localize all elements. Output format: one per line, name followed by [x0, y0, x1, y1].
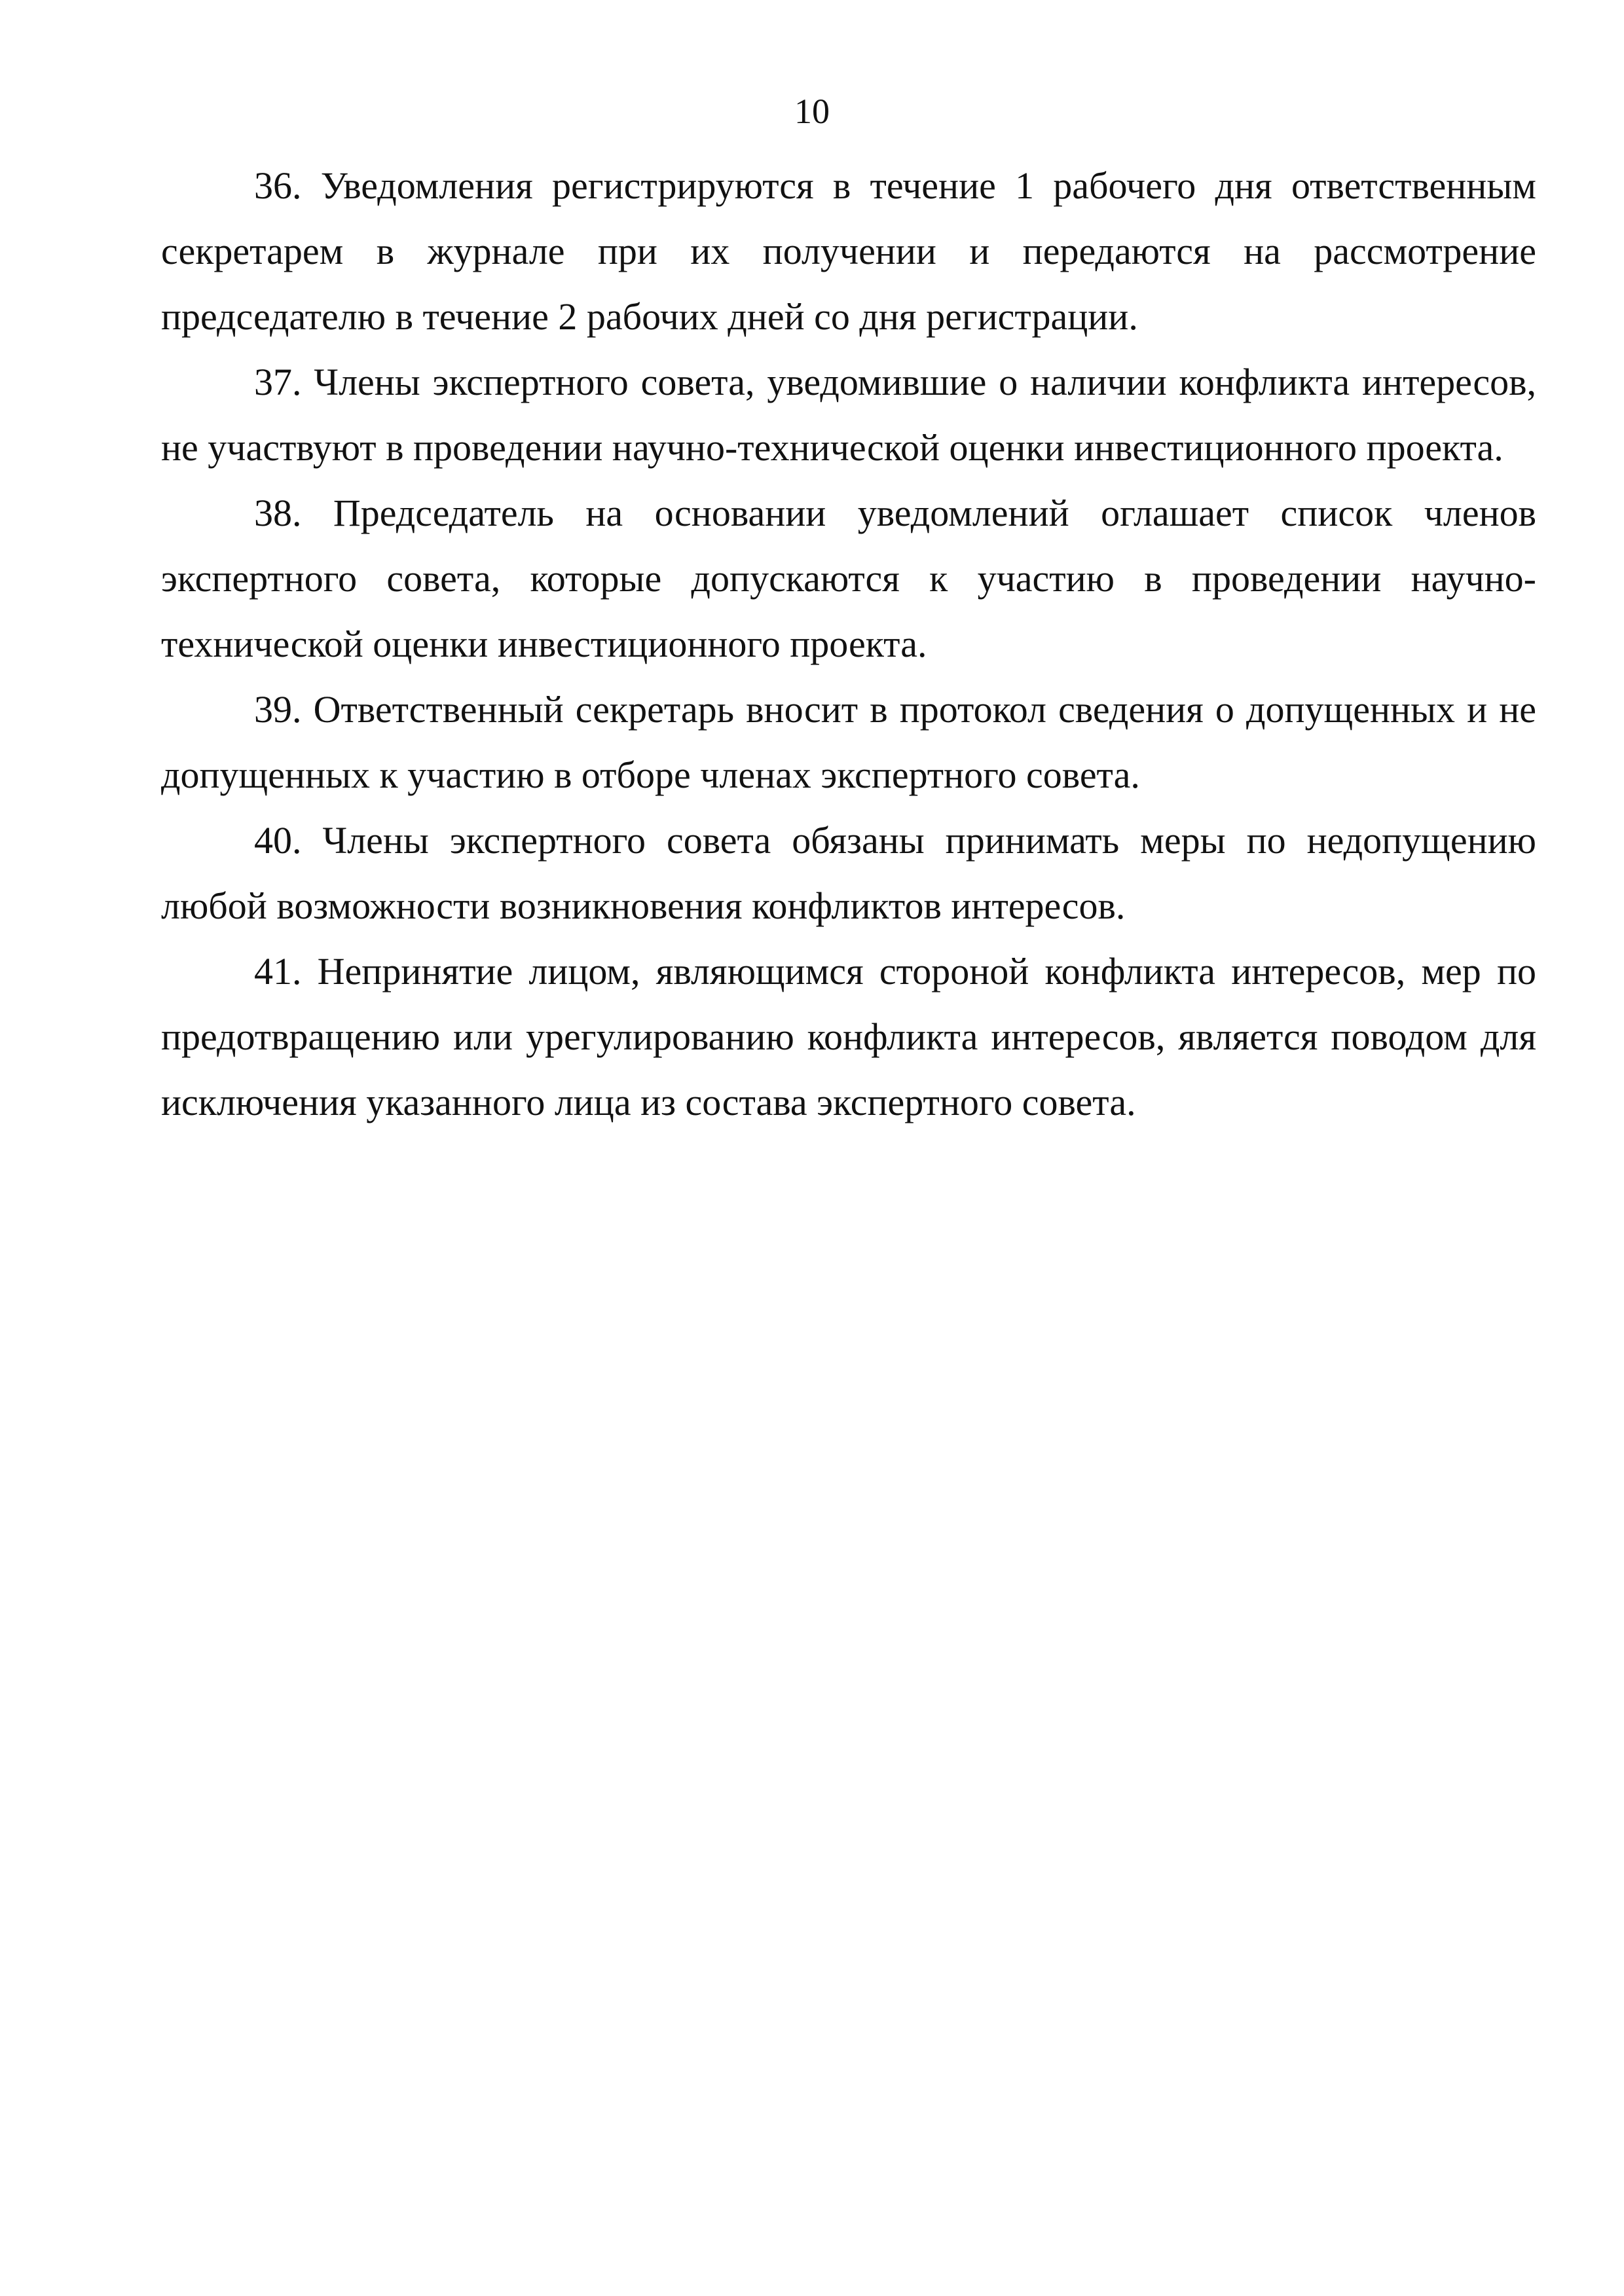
paragraph-40: 40. Члены экспертного совета обязаны принимать меры по недопущению любой возможности возникновения конфликтов интересов. [161, 819, 1536, 927]
paragraph-39: 39. Ответственный секретарь вносит в протокол сведения о допущенных и не допущенных к участию в отборе членах экспертного совета. [161, 688, 1536, 796]
paragraph-36: 36. Уведомления регистрируются в течение 1 рабочего дня ответственным секретарем в журнале при их получении и передаются на рассмотрение председателю в течение 2 рабочих дней со дня регистрации. [161, 164, 1536, 338]
document-body [161, 153, 1536, 1135]
paragraph-37: 37. Члены экспертного совета, уведомившие о наличии конфликта интересов, не участвуют в проведении научно-технической оценки инвестиционного проекта. [161, 361, 1536, 469]
paragraph-41: 41. Непринятие лицом, являющимся стороной конфликта интересов, мер по предотвращению или урегулированию конфликта интересов, является поводом для исключения указанного лица из состава экспертного совета. [161, 950, 1536, 1123]
page-number: 10 [794, 92, 830, 131]
paragraph-38: 38. Председатель на основании уведомлений оглашает список членов экспертного совета, которые допускаются к участию в проведении научно-технической оценки инвестиционного проекта. [161, 492, 1536, 665]
